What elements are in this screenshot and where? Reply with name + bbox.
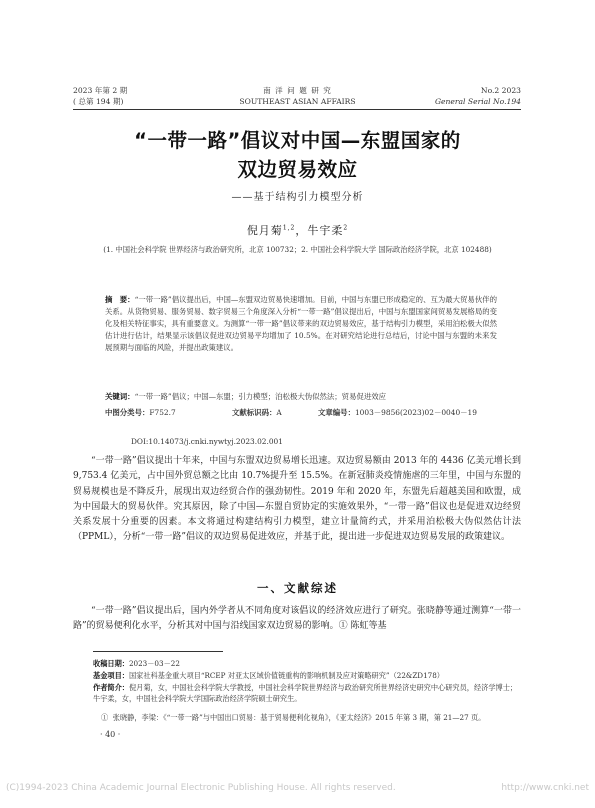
footnote-received: 收稿日期：2023－03－22 xyxy=(93,659,180,668)
article-number: 文章编号：1003－9856(2023)02－0040－19 xyxy=(318,408,477,417)
author-separator: ， xyxy=(295,224,308,237)
footnote-1: ① 张晓静，李梁：《“一带一路”与中国出口贸易：基于贸易便利化视角》，《亚太经济》2015 年第 3 期，第 21—27 页。 xyxy=(101,713,486,722)
abstract xyxy=(105,294,497,354)
intro-paragraph: “一带一路”倡议提出十年来，中国与东盟双边贸易增长迅速。双边贸易额由 2013 年的 4436 亿美元增长到 9,753.4 亿美元，占中国外贸总额之比由 10.7%提升至 15.5%。在新冠肺炎疫情施虐的三年里，中国与东盟的贸易规模也是不降反升，展现出双边经贸合作的强劲韧性。2019 年和 2020 年，东盟先后超越美国和欧盟，成为中国最大的贸易伙伴。究其原因，除了中国—东盟自贸协定的实施效果外，“一带一路”倡议也是促进双边经贸关系发展十分重要的因素。本文将通过构建结构引力模型，建立计量简约式，并采用泊松极大伪似然估计法（PPML），分析“一带一路”倡议的双边贸易促进效应，并基于此，提出进一步促进双边贸易发展的政策建议。 xyxy=(73,456,521,543)
watermark-copyright: (C)1994-2023 China Academic Journal Electronic Publishing House. All rights reserved. xyxy=(6,783,396,793)
keywords-label: 关键词： xyxy=(105,392,135,401)
header-number: No.2 2023 xyxy=(480,86,521,95)
article-title-line2: 双边贸易效应 xyxy=(237,158,358,181)
doi[interactable]: DOI:10.14073/j.cnki.nywtyj.2023.02.001 xyxy=(131,437,283,446)
section-heading-literature-review: 一、文献综述 xyxy=(257,581,338,595)
abstract-text: “一带一路”倡议提出后，中国—东盟双边贸易快速增加。目前，中国与东盟已形成稳定的、互为最大贸易伙伴的关系。从货物贸易、服务贸易、数字贸易三个角度深入分析“一带一路”倡议提出后，中国与东盟国家间贸易发展格局的变化及相关特征事实，具有重要意义。为测算“一带一路”倡议带来的双边贸易效应，基于结构引力模型，采用泊松极大似然估计进行估计，结果显示该倡议促进双边贸易平均增加了 10.5%。在对研究结论进行总结后，讨论中国与东盟的未来发展预期与面临的风险，并提出政策建议。 xyxy=(105,295,497,352)
abstract-label: 摘 要： xyxy=(105,295,135,304)
header-general-serial: General Serial No.194 xyxy=(434,97,521,106)
header-rule xyxy=(73,109,521,110)
footnote-marker: ① xyxy=(101,713,109,722)
article-title-line1: “一带一路”倡议对中国—东盟国家的 xyxy=(134,129,461,152)
author-1-affil: 1,2 xyxy=(282,224,296,232)
footnote-fund: 基金项目：国家社科基金重大项目“RCEP 对亚太区域价值链重构的影响机制及应对策略研究”（22&ZD178） xyxy=(93,671,444,680)
affiliations: (1. 中国社会科学院 世界经济与政治研究所，北京 100732；2. 中国社会科学院大学 国际政治经济学院，北京 102488) xyxy=(103,245,492,254)
document-code: 文献标识码：A xyxy=(232,408,282,417)
header-issue: 2023 年第 2 期 xyxy=(73,86,128,95)
author-line xyxy=(0,222,595,238)
keywords xyxy=(105,391,497,403)
header-journal-cn: 南 洋 问 题 研 究 xyxy=(263,86,332,95)
keywords-text: “一带一路”倡议；中国—东盟；引力模型；泊松极大伪似然法；贸易促进效应 xyxy=(134,392,387,401)
watermark-url[interactable]: http://www.cnki.net xyxy=(501,783,589,793)
header-journal-en: SOUTHEAST ASIAN AFFAIRS xyxy=(239,97,356,106)
page-number: · 40 · xyxy=(100,730,121,739)
clc-code: 中图分类号：F752.7 xyxy=(105,408,176,417)
section1-paragraph: “一带一路”倡议提出后，国内外学者从不同角度对该倡议的经济效应进行了研究。张晓静等通过测算“一带一路”的贸易便利化水平，分析其对中国与沿线国家双边贸易的影响。① 陈虹等基 xyxy=(73,606,521,632)
author-1: 倪月菊 xyxy=(246,224,283,237)
author-2: 牛宇柔 xyxy=(307,224,344,237)
footnote-author-bio: 作者简介：倪月菊，女，中国社会科学院大学教授，中国社会科学院世界经济与政治研究所世界经济史研究中心研究员，经济学博士；牛宇柔，女，中国社会科学院大学国际政治经济学院硕士研究生。 xyxy=(93,683,518,704)
author-2-affil: 2 xyxy=(343,224,349,232)
article-subtitle: ——基于结构引力模型分析 xyxy=(231,192,364,203)
footnote-rule xyxy=(93,651,223,652)
watermark xyxy=(6,783,589,793)
header-serial: ( 总第 194 期) xyxy=(73,97,124,106)
